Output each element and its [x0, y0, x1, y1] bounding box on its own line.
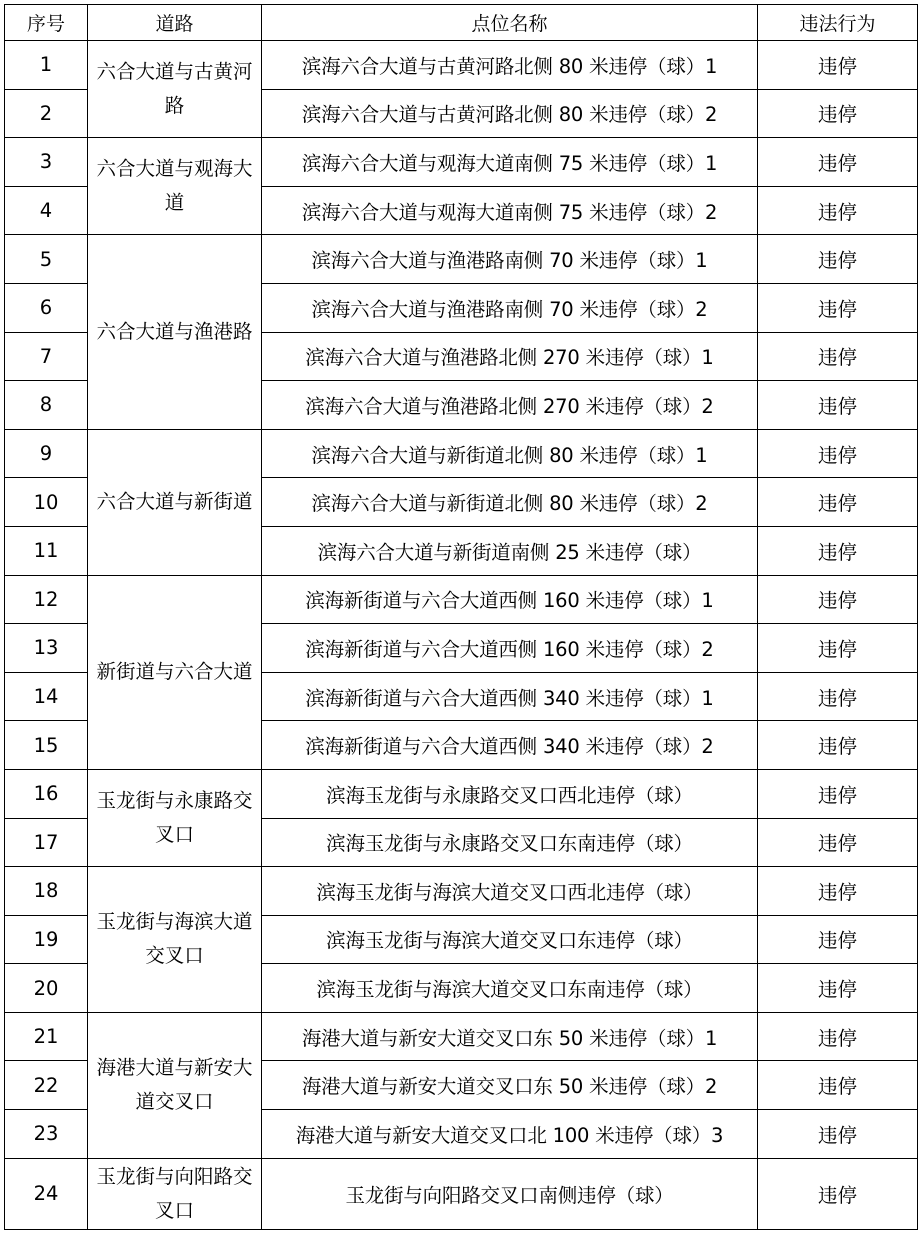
seq-cell: 22 [5, 1061, 88, 1110]
seq-cell: 23 [5, 1110, 88, 1159]
location-cell: 滨海六合大道与渔港路北侧 270 米违停（球）2 [262, 381, 758, 430]
seq-cell: 19 [5, 915, 88, 964]
road-cell: 海港大道与新安大道交叉口 [88, 1012, 262, 1158]
table-row [5, 429, 918, 478]
seq-cell: 13 [5, 624, 88, 673]
table-body [5, 41, 918, 1230]
header-violation: 违法行为 [758, 5, 918, 41]
road-cell: 六合大道与观海大道 [88, 138, 262, 235]
violation-cell: 违停 [758, 818, 918, 867]
violation-cell: 违停 [758, 575, 918, 624]
violation-cell: 违停 [758, 867, 918, 916]
road-cell: 六合大道与古黄河路 [88, 41, 262, 138]
violation-points-table [4, 4, 918, 1230]
seq-cell: 12 [5, 575, 88, 624]
seq-cell: 6 [5, 283, 88, 332]
location-cell: 滨海玉龙街与海滨大道交叉口西北违停（球） [262, 867, 758, 916]
violation-cell: 违停 [758, 1158, 918, 1229]
location-cell: 滨海新街道与六合大道西侧 160 米违停（球）1 [262, 575, 758, 624]
seq-cell: 15 [5, 721, 88, 770]
location-cell: 滨海新街道与六合大道西侧 340 米违停（球）2 [262, 721, 758, 770]
violation-cell: 违停 [758, 41, 918, 90]
header-location: 点位名称 [262, 5, 758, 41]
violation-cell: 违停 [758, 283, 918, 332]
location-cell: 滨海玉龙街与永康路交叉口东南违停（球） [262, 818, 758, 867]
table-header [5, 5, 918, 41]
road-cell: 玉龙街与向阳路交叉口 [88, 1158, 262, 1229]
violation-cell: 违停 [758, 235, 918, 284]
location-cell: 滨海六合大道与新街道北侧 80 米违停（球）2 [262, 478, 758, 527]
violation-cell: 违停 [758, 769, 918, 818]
seq-cell: 11 [5, 526, 88, 575]
seq-cell: 17 [5, 818, 88, 867]
header-seq: 序号 [5, 5, 88, 41]
location-cell: 滨海六合大道与古黄河路北侧 80 米违停（球）2 [262, 89, 758, 138]
table-row [5, 41, 918, 90]
location-cell: 滨海新街道与六合大道西侧 160 米违停（球）2 [262, 624, 758, 673]
location-cell: 滨海六合大道与观海大道南侧 75 米违停（球）1 [262, 138, 758, 187]
seq-cell: 5 [5, 235, 88, 284]
location-cell: 滨海六合大道与渔港路南侧 70 米违停（球）2 [262, 283, 758, 332]
seq-cell: 4 [5, 186, 88, 235]
violation-cell: 违停 [758, 89, 918, 138]
road-cell: 六合大道与新街道 [88, 429, 262, 575]
seq-cell: 8 [5, 381, 88, 430]
location-cell: 滨海新街道与六合大道西侧 340 米违停（球）1 [262, 672, 758, 721]
violation-cell: 违停 [758, 624, 918, 673]
location-cell: 海港大道与新安大道交叉口北 100 米违停（球）3 [262, 1110, 758, 1159]
seq-cell: 20 [5, 964, 88, 1013]
violation-cell: 违停 [758, 381, 918, 430]
header-road: 道路 [88, 5, 262, 41]
violation-cell: 违停 [758, 1110, 918, 1159]
violation-cell: 违停 [758, 186, 918, 235]
location-cell: 玉龙街与向阳路交叉口南侧违停（球） [262, 1158, 758, 1229]
road-cell: 玉龙街与海滨大道交叉口 [88, 867, 262, 1013]
table-row [5, 1012, 918, 1061]
violation-cell: 违停 [758, 332, 918, 381]
violation-cell: 违停 [758, 429, 918, 478]
violation-cell: 违停 [758, 138, 918, 187]
road-cell: 玉龙街与永康路交叉口 [88, 769, 262, 866]
seq-cell: 3 [5, 138, 88, 187]
violation-cell: 违停 [758, 526, 918, 575]
table-row [5, 1158, 918, 1229]
location-cell: 滨海六合大道与古黄河路北侧 80 米违停（球）1 [262, 41, 758, 90]
seq-cell: 24 [5, 1158, 88, 1229]
header-row [5, 5, 918, 41]
seq-cell: 14 [5, 672, 88, 721]
location-cell: 海港大道与新安大道交叉口东 50 米违停（球）1 [262, 1012, 758, 1061]
location-cell: 海港大道与新安大道交叉口东 50 米违停（球）2 [262, 1061, 758, 1110]
location-cell: 滨海六合大道与渔港路北侧 270 米违停（球）1 [262, 332, 758, 381]
location-cell: 滨海六合大道与观海大道南侧 75 米违停（球）2 [262, 186, 758, 235]
violation-cell: 违停 [758, 478, 918, 527]
violation-cell: 违停 [758, 721, 918, 770]
seq-cell: 1 [5, 41, 88, 90]
violation-cell: 违停 [758, 1061, 918, 1110]
location-cell: 滨海六合大道与新街道北侧 80 米违停（球）1 [262, 429, 758, 478]
location-cell: 滨海六合大道与渔港路南侧 70 米违停（球）1 [262, 235, 758, 284]
location-cell: 滨海六合大道与新街道南侧 25 米违停（球） [262, 526, 758, 575]
violation-cell: 违停 [758, 1012, 918, 1061]
table-row [5, 138, 918, 187]
table-row [5, 769, 918, 818]
seq-cell: 9 [5, 429, 88, 478]
seq-cell: 18 [5, 867, 88, 916]
violation-cell: 违停 [758, 964, 918, 1013]
location-cell: 滨海玉龙街与永康路交叉口西北违停（球） [262, 769, 758, 818]
table-row [5, 867, 918, 916]
seq-cell: 10 [5, 478, 88, 527]
violation-cell: 违停 [758, 915, 918, 964]
location-cell: 滨海玉龙街与海滨大道交叉口东违停（球） [262, 915, 758, 964]
seq-cell: 7 [5, 332, 88, 381]
seq-cell: 2 [5, 89, 88, 138]
road-cell: 新街道与六合大道 [88, 575, 262, 769]
location-cell: 滨海玉龙街与海滨大道交叉口东南违停（球） [262, 964, 758, 1013]
table-row [5, 235, 918, 284]
table-row [5, 575, 918, 624]
seq-cell: 16 [5, 769, 88, 818]
road-cell: 六合大道与渔港路 [88, 235, 262, 429]
violation-cell: 违停 [758, 672, 918, 721]
seq-cell: 21 [5, 1012, 88, 1061]
